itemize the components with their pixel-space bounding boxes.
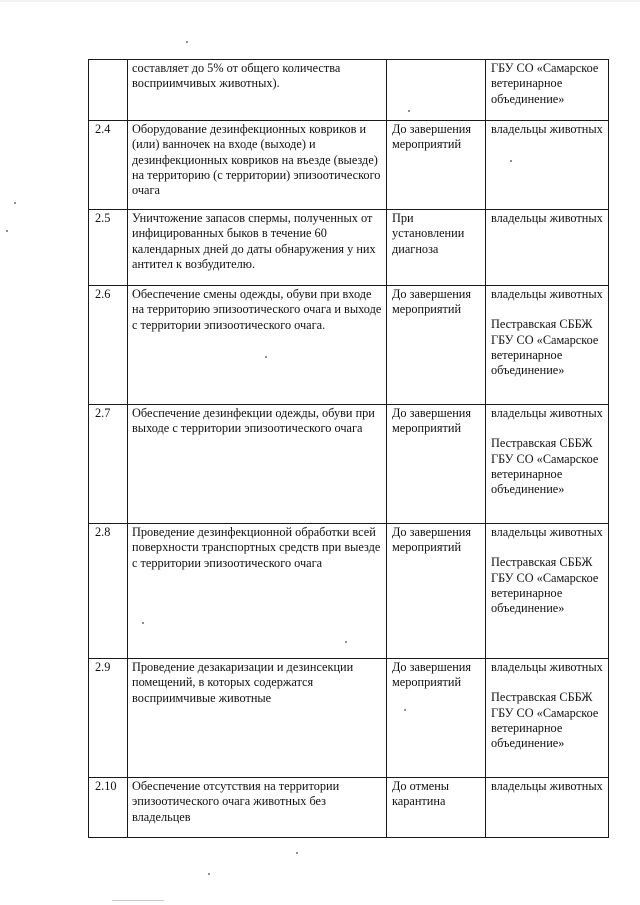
table-row [89, 121, 609, 210]
row-number: 2.10 [89, 778, 128, 838]
deadline-text: До завершения мероприятий [387, 405, 486, 524]
executor-cell [486, 659, 609, 778]
executor-owners: владельцы животных [491, 525, 603, 539]
deadline-text: До завершения мероприятий [387, 121, 486, 210]
executor-owners: владельцы животных [491, 211, 603, 225]
row-number: 2.7 [89, 405, 128, 524]
measure-text: Оборудование дезинфекционных ковриков и (или) ванночек на входе (выходе) и дезинфекционных ковриков на въезде (выезде) на территорию (с территории) эпизоотического очага [128, 121, 387, 210]
executor-owners: владельцы животных [491, 779, 603, 793]
executor-org: ГБУ СО «Самарское ветеринарное объединение» [491, 61, 599, 106]
executor-cell [486, 405, 609, 524]
table-row [89, 524, 609, 659]
executor-cell [486, 121, 609, 210]
row-number: 2.4 [89, 121, 128, 210]
row-number: 2.8 [89, 524, 128, 659]
row-number: 2.6 [89, 286, 128, 405]
measures-table [88, 59, 609, 838]
executor-cell [486, 60, 609, 121]
row-number: 2.5 [89, 210, 128, 286]
executor-cell [486, 778, 609, 838]
table-row [89, 405, 609, 524]
measure-text: Обеспечение дезинфекции одежды, обуви при выходе с территории эпизоотического очага [128, 405, 387, 524]
deadline-text: До завершения мероприятий [387, 659, 486, 778]
executor-owners: владельцы животных [491, 406, 603, 420]
executor-org: Пестравская СББЖ ГБУ СО «Самарское ветеринарное объединение» [491, 555, 599, 616]
table-row [89, 210, 609, 286]
table-row [89, 778, 609, 838]
executor-cell [486, 286, 609, 405]
executor-owners: владельцы животных [491, 287, 603, 301]
executor-org: Пестравская СББЖ ГБУ СО «Самарское ветеринарное объединение» [491, 436, 599, 497]
table-row [89, 60, 609, 121]
row-number [89, 60, 128, 121]
executor-cell [486, 210, 609, 286]
measure-text: составляет до 5% от общего количества восприимчивых животных). [128, 60, 387, 121]
table-row [89, 659, 609, 778]
executor-owners: владельцы животных [491, 660, 603, 674]
measure-text: Обеспечение смены одежды, обуви при входе на территорию эпизоотического очага и выходе с территории эпизоотического очага. [128, 286, 387, 405]
deadline-text [387, 60, 486, 121]
page-top-edge [0, 0, 640, 2]
measure-text: Уничтожение запасов спермы, полученных от инфицированных быков в течение 60 календарных дней до даты обнаружения у них антител к возбудителю. [128, 210, 387, 286]
measure-text: Обеспечение отсутствия на территории эпизоотического очага животных без владельцев [128, 778, 387, 838]
table-row [89, 286, 609, 405]
deadline-text: При установлении диагноза [387, 210, 486, 286]
row-number: 2.9 [89, 659, 128, 778]
executor-org: Пестравская СББЖ ГБУ СО «Самарское ветеринарное объединение» [491, 317, 599, 378]
measure-text: Проведение дезинфекционной обработки всей поверхности транспортных средств при выезде с территории эпизоотического очага [128, 524, 387, 659]
deadline-text: До отмены карантина [387, 778, 486, 838]
executor-org: Пестравская СББЖ ГБУ СО «Самарское ветеринарное объединение» [491, 690, 599, 751]
executor-cell [486, 524, 609, 659]
executor-owners: владельцы животных [491, 122, 603, 136]
page-bottom-mark [112, 900, 164, 901]
deadline-text: До завершения мероприятий [387, 286, 486, 405]
measure-text: Проведение дезакаризации и дезинсекции помещений, в которых содержатся восприимчивые животные [128, 659, 387, 778]
deadline-text: До завершения мероприятий [387, 524, 486, 659]
